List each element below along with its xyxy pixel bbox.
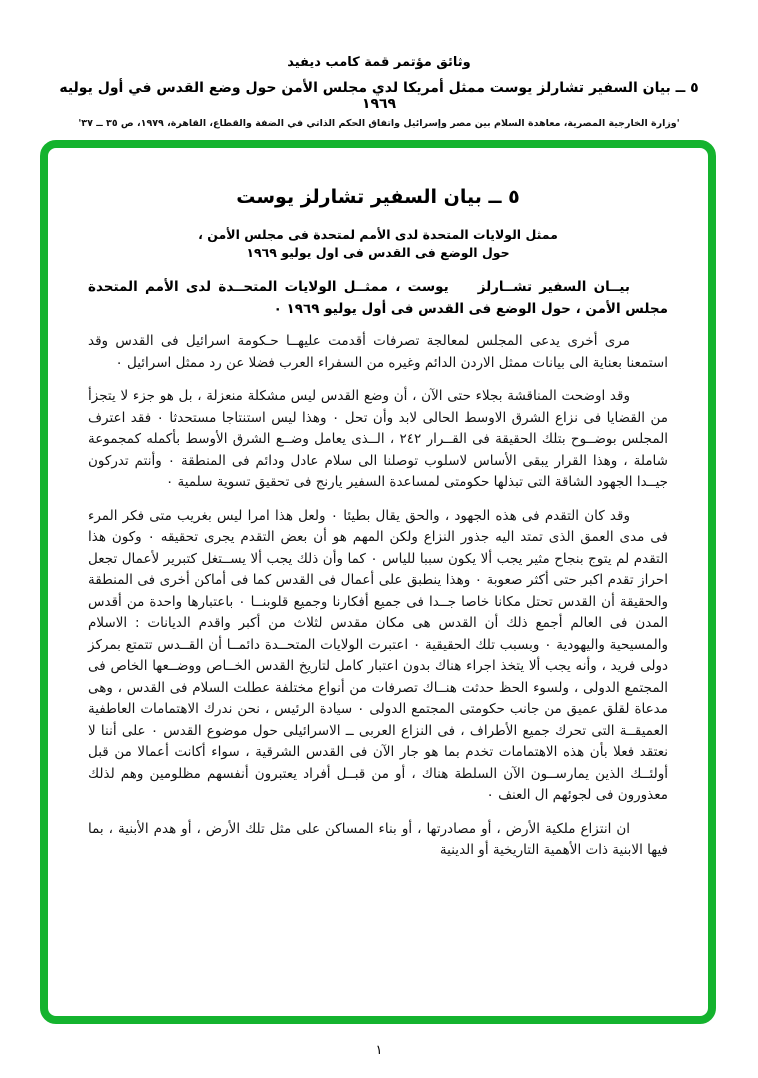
statement-body — [88, 331, 668, 862]
page-header — [0, 55, 758, 129]
body-paragraph-2: وقد اوضحت المناقشة بجلاء حتى الآن ، أن وضع القدس ليس مشكلة منعزلة ، بل هو جزء لا يتجزأ من القضايا فى نزاع الشرق الاوسط الحالى لابد وأن تحل ٠ وهذا ليس استنتاجا مستحدثا ٠ فقد اعترف المجلس بوضــوح بتلك الحقيقة فى القــرار ٢٤٢ ، الــذى يعامل وضــع الشرق الأوسط بأكمله كمجموعة شاملة ، وهذا القرار يبقى الأساس لاسلوب توصلنا الى سلام عادل ودائم فى المنطقة ٠ وأنتم تدركون جيــدا الجهود الشاقة التى تبذلها حكومتى لمساعدة السفير يارنج فى تحقيق تسوية سلمية ٠ — [88, 388, 668, 491]
statement-title: ٥ ــ بيان السفير تشارلز يوست — [236, 186, 520, 208]
statement-subtitle-line2: حول الوضع فى القدس فى اول يوليو ١٩٦٩ — [246, 245, 510, 261]
body-paragraph-1: مرى أخرى يدعى المجلس لمعالجة تصرفات أقدمت عليهــا حـكومة اسرائيل فى القدس وقد استمعنا بعناية الى بيانات ممثل الاردن الدائم وغيره من السفراء العرب فضلا عن رد ممثل اسرائيل ٠ — [88, 333, 668, 371]
lead-paragraph: بيــان السفير تشــارلز يوست ، ممثــل الولايات المتحــدة لدى الأمم المتحدة مجلس الأمن ، حول الوضع فى القدس فى أول يوليو ١٩٦٩ ٠ — [88, 279, 668, 317]
document-frame — [40, 140, 716, 1024]
series-title: وثائق مؤتمر قمة كامب ديفيد — [287, 55, 471, 70]
body-paragraph-3: وقد كان التقدم فى هذه الجهود ، والحق يقال بطيئا ٠ ولعل هذا امرا ليس بغريب متى فكر المرء فى مدى العمق الذى تمتد اليه جذور النزاع ولكن المهم هو أن بعض التقدم يجرى تحقيقه ٠ وكون هذا التقدم لم يتوج بنجاح مثير يجب ألا يكون سببا للياس ٠ كما وأن ذلك يجب ألا يســتغل كتبرير لأعمال تجعل احراز تقدم اكبر حتى أكثر صعوبة ٠ وهذا ينطبق على أعمال فى القدس كما فى أماكن أخرى فى المنطقة والحقيقة أن القدس تحتل مكانا خاصا جــدا فى جميع أفكارنا وجميع قلوبنــا ٠ باعتبارها واحدة من أقدس المدن فى العالم أجمع ذلك أن القدس هى مكان مقدس لثلاث من أكبر واقدم الديانات : الاسلام والمسيحية واليهودية ٠ وبسبب تلك الحقيقية ٠ اعتبرت الولايات المتحــدة دائمــا أن القــدس تتمتع بمركز دولى فريد ، وأنه يجب ألا يتخذ اجراء هناك بدون اعتبار كامل لتاريخ القدس الخــاص ووضــعها الخاص فى المجتمع الدولى ، ولسوء الحظ حدثت هنــاك تصرفات من أنواع مختلفة عطلت السلام فى القدس ، وهى مدعاة لقلق عميق من جانب حكومتى المجتمع الدولى ٠ سيادة الرئيس ، نحن ندرك الاهتمامات العاطفية العميقــة التى تحرك جميع الأطراف ، فى النزاع العربى ــ الاسرائيلى حول موضوع القدس ٠ على أننا لا نعتقد فعلا بأن هذه الاهتمامات تخدم بما هو جار الآن فى القدس الشرقية ، سواء أكانت أعمالا من قبل أولئــك الذين يمارســون الآن السلطة هناك ، أو من قبــل أفراد يعتبرون أنفسهم مظلومين وهم لذلك معذورون فى لجوئهم ال العنف ٠ — [88, 507, 669, 804]
body-paragraph-4: ان انتزاع ملكية الأرض ، أو مصادرتها ، أو بناء المساكن على مثل تلك الأرض ، أو هدم الأبنية ، بما فيها الابنية ذات الأهمية التاريخية أو الدينية — [88, 820, 668, 859]
statement-subtitle-line1: ممثل الولايات المتحدة لدى الأمم لمتحدة فى مجلس الأمن ، — [198, 227, 558, 242]
page-number: ١ — [375, 1043, 383, 1058]
source-citation: 'وزارة الخارجية المصرية، معاهدة السلام بين مصر وإسرائيل واتفاق الحكم الذاتي في الضفة والقطاع، القاهرة، ١٩٧٩، ص ٣٥ ــ ٣٧' — [78, 118, 680, 129]
document-heading: ٥ ــ بيان السفير تشارلز يوست ممثل أمريكا لدي مجلس الأمن حول وضع القدس في أول يوليه ١٩٦٩ — [59, 80, 699, 112]
